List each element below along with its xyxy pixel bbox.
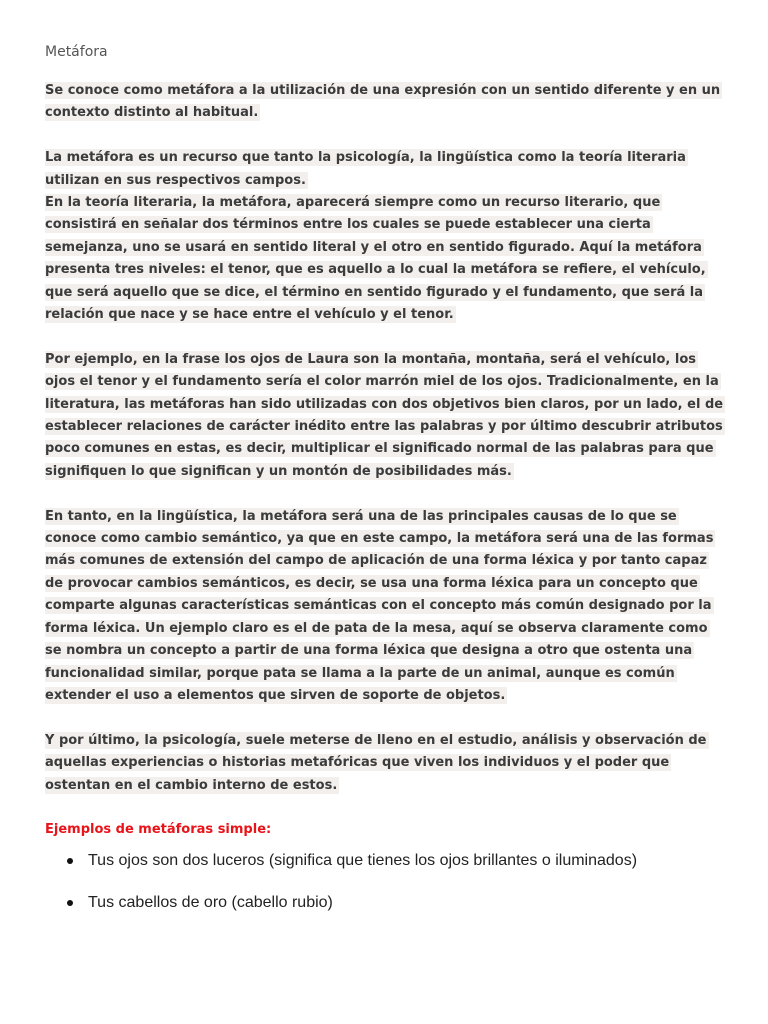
paragraph-psychology <box>45 730 728 797</box>
examples-heading: Ejemplos de metáforas simple: <box>45 822 272 838</box>
list-item <box>67 893 728 913</box>
paragraph-text: En tanto, en la lingüística, la metáfora será una de las principales causas de lo que se conoce como cambio semántico, ya que en este campo, la metáfora será una de las formas más comunes de extensión del campo de aplicación de una forma léxica y por tanto capaz de provocar cambios semánticos, es decir, se usa una forma léxica para un concepto que comparte algunas características semánticas con el concepto más común designado por la forma léxica. Un ejemplo claro es el de pata de la mesa, aquí se observa claramente como se nombra un concepto a partir de una forma léxica que designa a otro que ostenta una funcionalidad similar, porque pata se llama a la parte de un animal, aunque es común extender el uso a elementos que sirven de soporte de objetos. <box>45 508 714 703</box>
bullet-icon <box>67 858 73 864</box>
paragraph-literary-theory <box>45 147 728 326</box>
examples-list <box>45 851 728 913</box>
document-title: Metáfora <box>45 44 108 60</box>
paragraph-linguistics <box>45 506 728 708</box>
list-item-text: Tus ojos son dos luceros (significa que tienes los ojos brillantes o iluminados) <box>88 852 638 870</box>
bullet-icon <box>67 900 73 906</box>
paragraph-text: La metáfora es un recurso que tanto la psicología, la lingüística como la teoría literaria utilizan en sus respectivos campos. En la teoría literaria, la metáfora, aparecerá siempre como un recurso literario, que consistirá en señalar dos términos entre los cuales se puede establecer una cierta semejanza, uno se usará en sentido literal y el otro en sentido figurado. Aquí la metáfora presenta tres niveles: el tenor, que es aquello a lo cual la metáfora se refiere, el vehículo, que será aquello que se dice, el término en sentido figurado y el fundamento, que será la relación que nace y se hace entre el vehículo y el tenor. <box>45 150 706 323</box>
paragraph-example <box>45 349 728 483</box>
list-item <box>67 851 728 871</box>
paragraph-text: Por ejemplo, en la frase los ojos de Laura son la montaña, montaña, será el vehículo, los ojos el tenor y el fundamento sería el color marrón miel de los ojos. Tradicionalmente, en la literatura, las metáforas han sido utilizadas con dos objetivos bien claros, por un lado, el de establecer relaciones de carácter inédito entre las palabras y por último descubrir atributos poco comunes en estas, es decir, multiplicar el significado normal de las palabras para que signifiquen lo que significan y un montón de posibilidades más. <box>45 351 724 479</box>
list-item-text: Tus cabellos de oro (cabello rubio) <box>88 894 333 912</box>
paragraph-text: Se conoce como metáfora a la utilización de una expresión con un sentido diferente y en un contexto distinto al habitual. <box>45 83 721 121</box>
paragraph-definition <box>45 80 728 125</box>
paragraph-text: Y por último, la psicología, suele meterse de lleno en el estudio, análisis y observación de aquellas experiencias o historias metafóricas que viven los individuos y el poder que ostentan en el cambio interno de estos. <box>45 732 707 793</box>
